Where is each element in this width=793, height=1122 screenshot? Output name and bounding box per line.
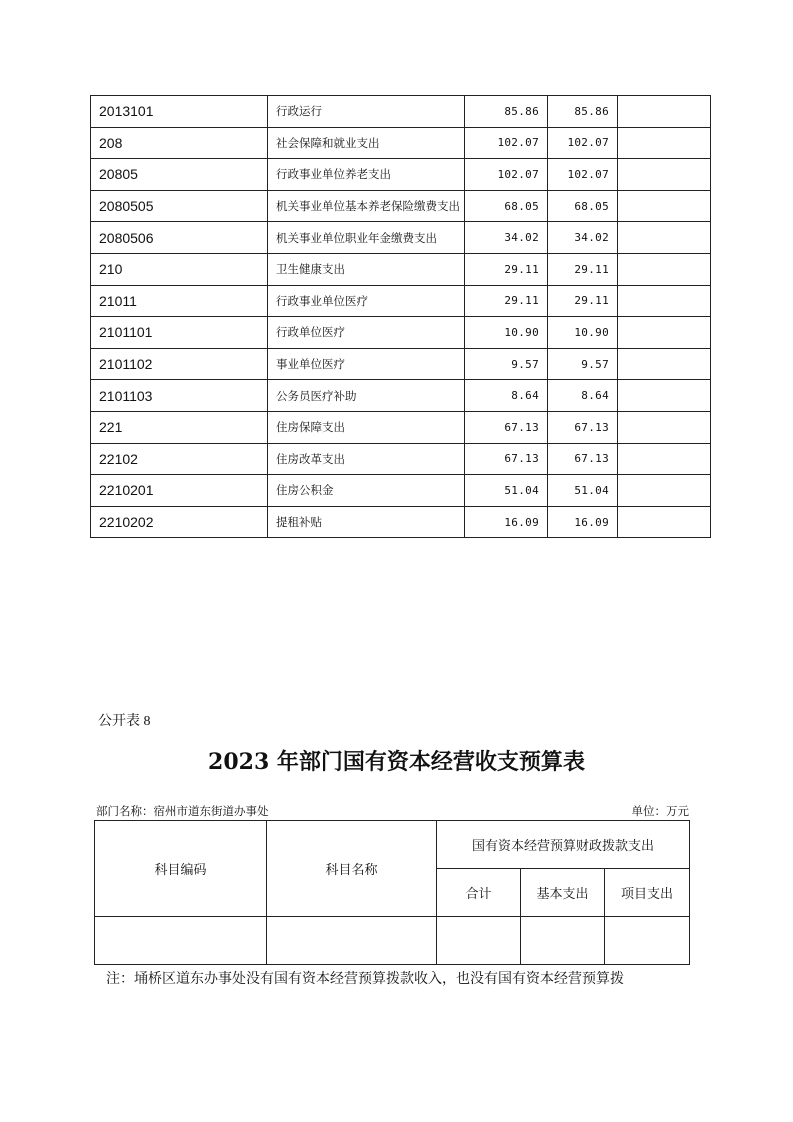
code-cell: 210	[91, 253, 268, 285]
name-cell: 事业单位医疗	[268, 348, 465, 380]
name-cell: 公务员医疗补助	[268, 380, 465, 412]
table-row	[91, 96, 711, 128]
budget-table	[90, 95, 711, 538]
name-cell: 机关事业单位基本养老保险缴费支出	[268, 190, 465, 222]
project-cell	[618, 475, 711, 507]
basic-cell: 102.07	[548, 127, 618, 159]
table-row	[91, 253, 711, 285]
footnote: 注：埇桥区道东办事处没有国有资本经营预算拨款收入，也没有国有资本经营预算拨	[106, 971, 624, 987]
project-cell	[618, 222, 711, 254]
table-row	[91, 127, 711, 159]
name-cell: 机关事业单位职业年金缴费支出	[268, 222, 465, 254]
project-cell	[618, 411, 711, 443]
basic-cell: 85.86	[548, 96, 618, 128]
total-cell: 10.90	[465, 317, 548, 349]
basic-cell: 29.11	[548, 253, 618, 285]
code-cell: 2101102	[91, 348, 268, 380]
total-cell: 68.05	[465, 190, 548, 222]
total-cell: 51.04	[465, 475, 548, 507]
total-cell: 16.09	[465, 506, 548, 538]
header-name: 科目名称	[267, 821, 437, 917]
code-cell: 22102	[91, 443, 268, 475]
code-cell: 2101101	[91, 317, 268, 349]
basic-cell: 68.05	[548, 190, 618, 222]
table-number: 公开表 8	[98, 714, 151, 729]
name-cell: 提租补贴	[268, 506, 465, 538]
table-row	[91, 475, 711, 507]
code-cell: 20805	[91, 159, 268, 191]
code-cell: 21011	[91, 285, 268, 317]
table-row	[91, 285, 711, 317]
header-group: 国有资本经营预算财政拨款支出	[437, 821, 690, 869]
total-cell: 67.13	[465, 411, 548, 443]
table-cell	[521, 917, 605, 965]
table-row	[91, 506, 711, 538]
name-cell: 社会保障和就业支出	[268, 127, 465, 159]
table-row	[91, 443, 711, 475]
empty-data-row	[95, 917, 690, 965]
table-row	[91, 348, 711, 380]
total-cell: 34.02	[465, 222, 548, 254]
basic-cell: 34.02	[548, 222, 618, 254]
header-basic: 基本支出	[521, 869, 605, 917]
total-cell: 29.11	[465, 285, 548, 317]
page-title: 2023 年部门国有资本经营收支预算表	[208, 749, 585, 775]
total-cell: 102.07	[465, 159, 548, 191]
name-cell: 住房公积金	[268, 475, 465, 507]
total-cell: 67.13	[465, 443, 548, 475]
name-cell: 行政单位医疗	[268, 317, 465, 349]
code-cell: 2013101	[91, 96, 268, 128]
name-cell: 住房保障支出	[268, 411, 465, 443]
basic-cell: 29.11	[548, 285, 618, 317]
name-cell: 行政事业单位医疗	[268, 285, 465, 317]
total-cell: 102.07	[465, 127, 548, 159]
project-cell	[618, 317, 711, 349]
name-cell: 卫生健康支出	[268, 253, 465, 285]
unit-label: 单位：万元	[631, 804, 689, 818]
basic-cell: 51.04	[548, 475, 618, 507]
name-cell: 行政运行	[268, 96, 465, 128]
total-cell: 9.57	[465, 348, 548, 380]
table-row	[91, 317, 711, 349]
name-cell: 住房改革支出	[268, 443, 465, 475]
total-cell: 85.86	[465, 96, 548, 128]
basic-cell: 8.64	[548, 380, 618, 412]
table-row	[91, 411, 711, 443]
header-total: 合计	[437, 869, 521, 917]
project-cell	[618, 159, 711, 191]
code-cell: 2210201	[91, 475, 268, 507]
project-cell	[618, 190, 711, 222]
total-cell: 8.64	[465, 380, 548, 412]
project-cell	[618, 443, 711, 475]
code-cell: 208	[91, 127, 268, 159]
budget-table-body	[91, 96, 711, 538]
basic-cell: 16.09	[548, 506, 618, 538]
table-cell	[605, 917, 690, 965]
code-cell: 2210202	[91, 506, 268, 538]
basic-cell: 10.90	[548, 317, 618, 349]
basic-cell: 67.13	[548, 443, 618, 475]
total-cell: 29.11	[465, 253, 548, 285]
basic-cell: 9.57	[548, 348, 618, 380]
project-cell	[618, 127, 711, 159]
code-cell: 2080505	[91, 190, 268, 222]
header-project: 项目支出	[605, 869, 690, 917]
project-cell	[618, 253, 711, 285]
code-cell: 2080506	[91, 222, 268, 254]
project-cell	[618, 380, 711, 412]
project-cell	[618, 348, 711, 380]
code-cell: 2101103	[91, 380, 268, 412]
basic-cell: 102.07	[548, 159, 618, 191]
table-row	[91, 380, 711, 412]
header-code: 科目编码	[95, 821, 267, 917]
capital-budget-table	[94, 820, 690, 965]
project-cell	[618, 96, 711, 128]
basic-cell: 67.13	[548, 411, 618, 443]
table-cell	[267, 917, 437, 965]
name-cell: 行政事业单位养老支出	[268, 159, 465, 191]
table-row	[91, 159, 711, 191]
project-cell	[618, 285, 711, 317]
table-cell	[95, 917, 267, 965]
table-row	[91, 190, 711, 222]
table-cell	[437, 917, 521, 965]
code-cell: 221	[91, 411, 268, 443]
project-cell	[618, 506, 711, 538]
department-name: 部门名称：宿州市道东街道办事处	[96, 804, 269, 818]
table-row	[91, 222, 711, 254]
